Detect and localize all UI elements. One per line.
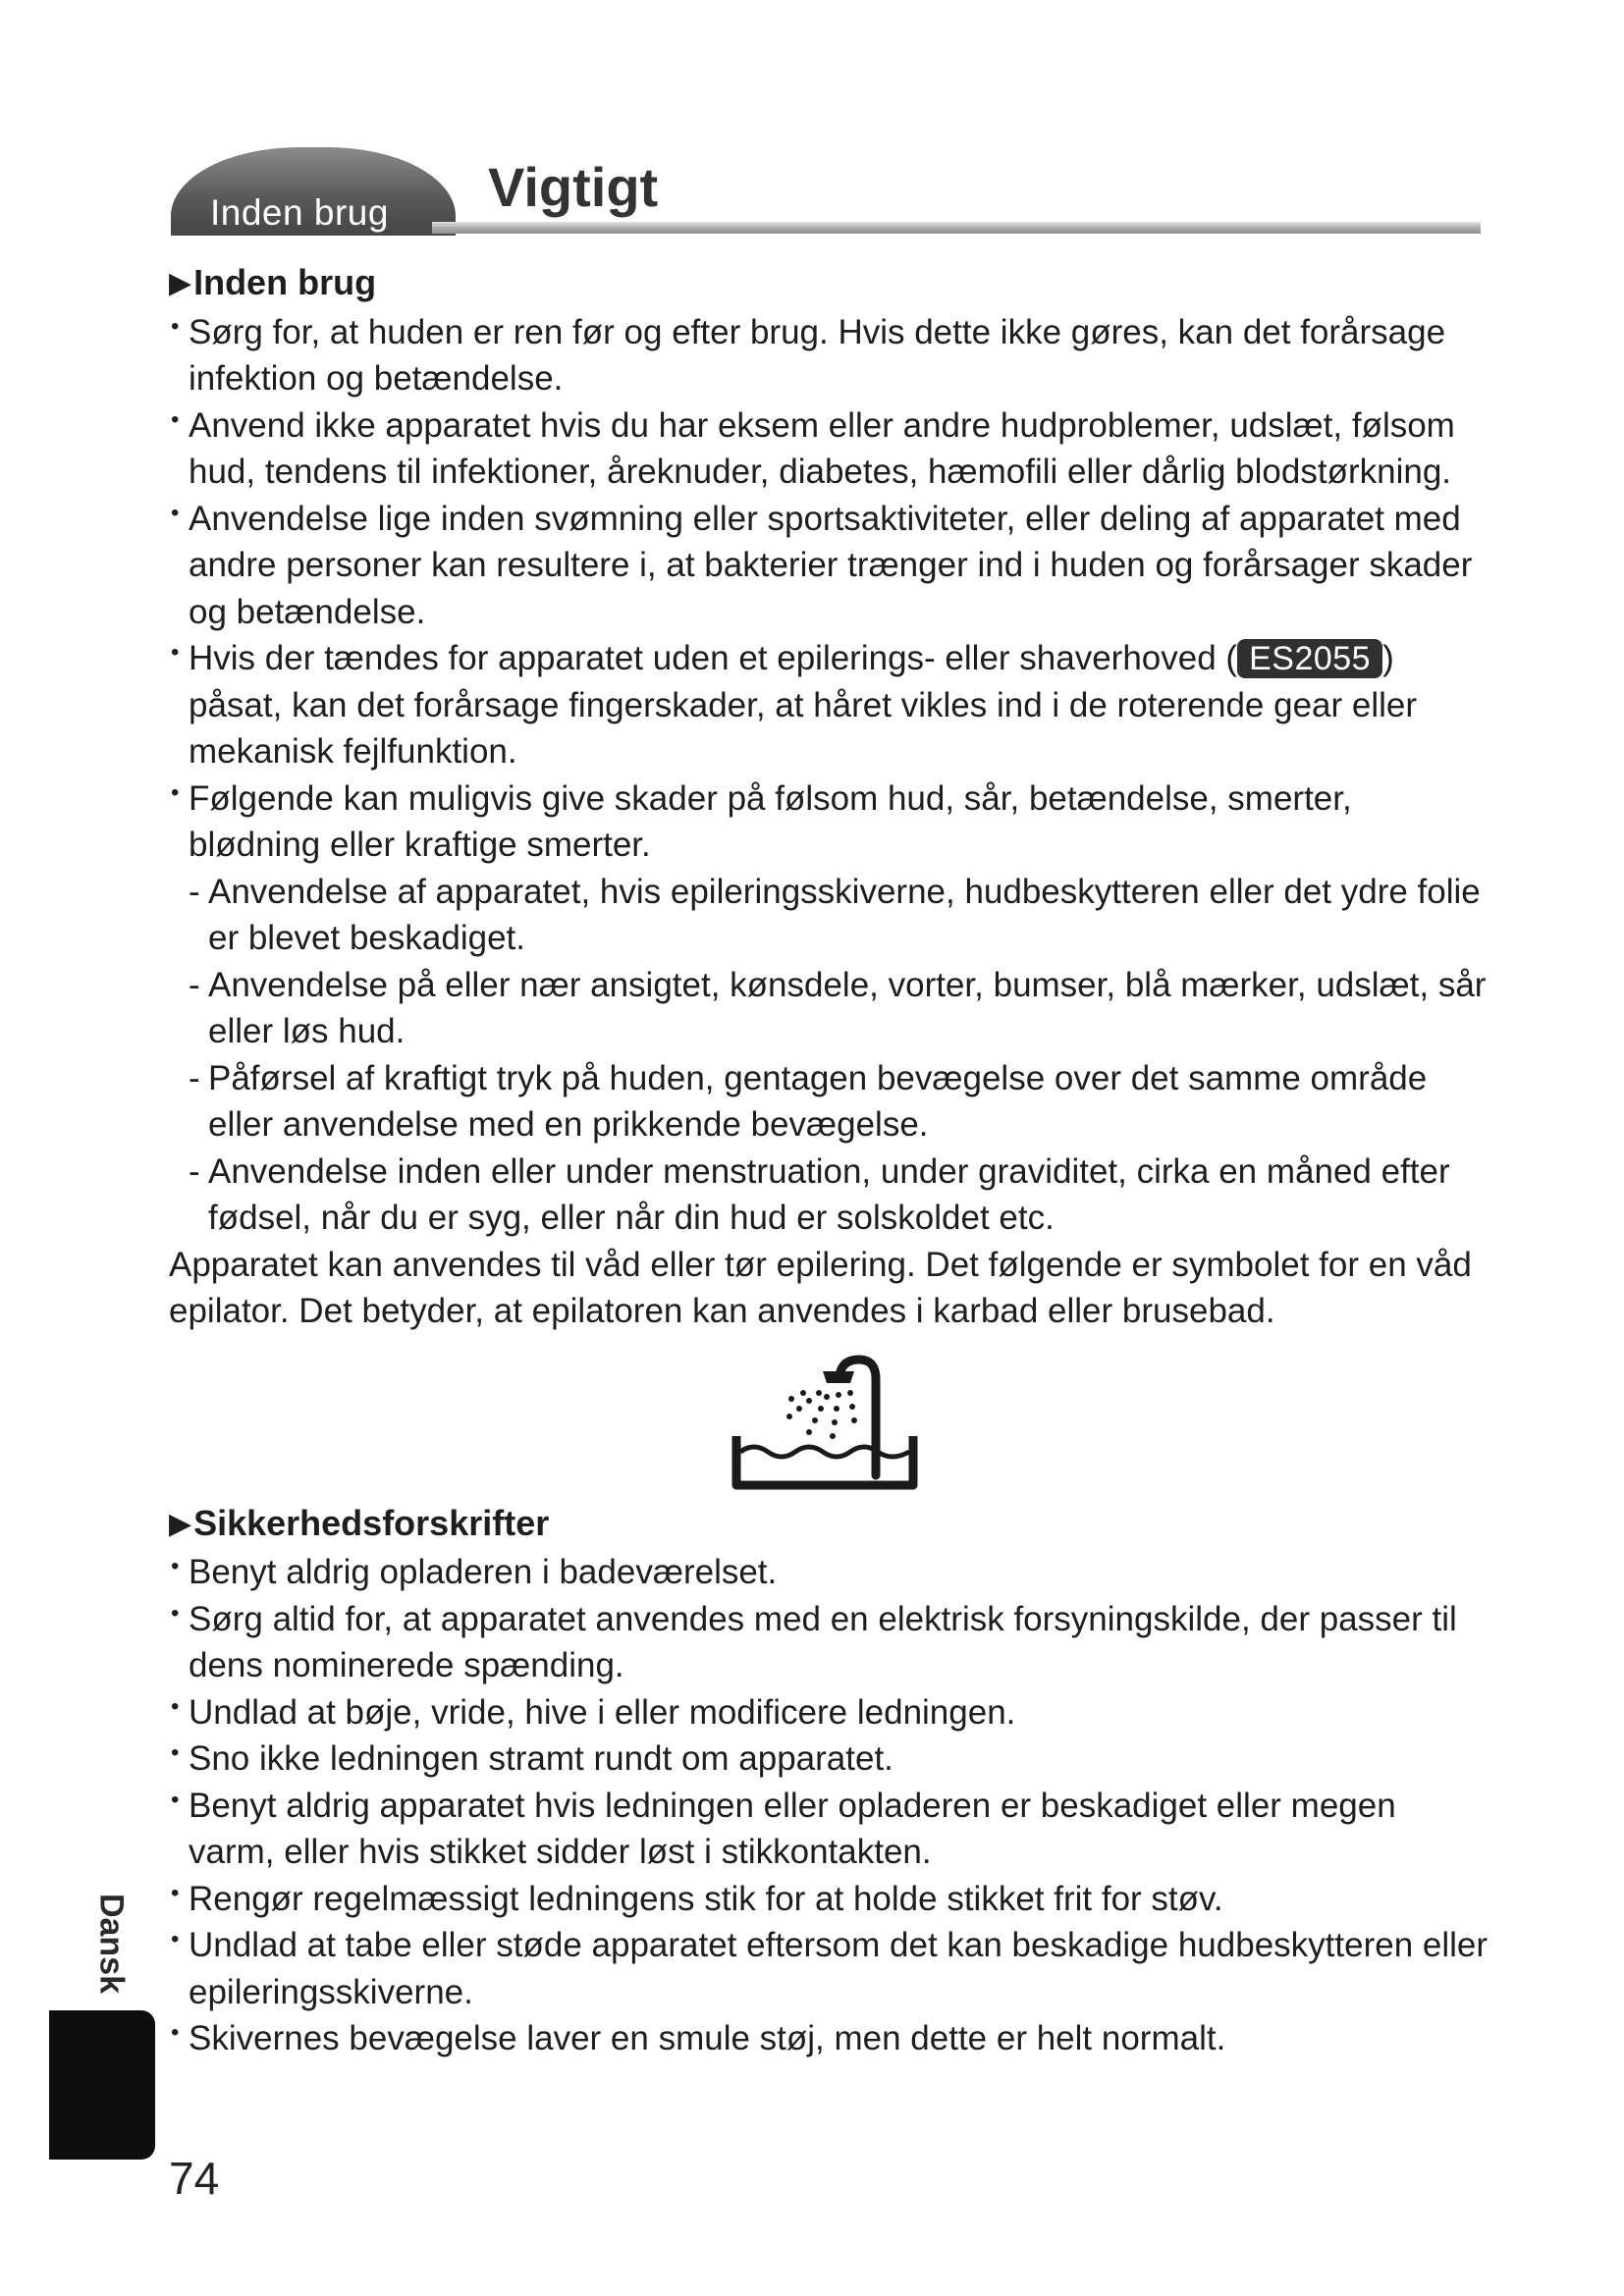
list-item <box>169 2015 1490 2062</box>
sub-list-item <box>169 1055 1490 1148</box>
section-heading-sikkerhedsforskrifter <box>169 1500 1490 1550</box>
sub-list-item-text: Anvendelse inden eller under menstruation, under graviditet, cirka en måned efter fødsel, når du er syg, eller når din hud er solskoldet etc. <box>208 1151 1450 1237</box>
list-item-text: Hvis der tændes for apparatet uden et epilerings- eller shaverhoved ( <box>189 639 1238 677</box>
page-content <box>169 259 1490 2062</box>
bullet-dot-icon: • <box>171 499 180 526</box>
bullet-dot-icon: • <box>171 312 180 340</box>
list-item <box>169 402 1490 496</box>
bullet-dot-icon: • <box>171 639 180 666</box>
bullet-dot-icon: • <box>171 1879 180 1906</box>
right-triangle-icon: ▶ <box>169 267 192 299</box>
list-item <box>169 1549 1490 1596</box>
list-item-text: Undlad at tabe eller støde apparatet eftersom det kan beskadige hudbeskytteren eller epileringsskiverne. <box>189 1926 1489 2011</box>
list-item-text: Rengør regelmæssigt ledningens stik for at holde stikket frit for støv. <box>189 1879 1223 1918</box>
dash-marker: - <box>189 1151 200 1191</box>
list-item <box>169 1735 1490 1783</box>
right-triangle-icon: ▶ <box>169 1507 192 1540</box>
header-tab-label: Inden brug <box>210 192 389 233</box>
section-heading-inden-brug <box>169 259 1490 309</box>
header-rule <box>432 222 1481 234</box>
bullet-dot-icon: • <box>171 1692 180 1720</box>
bullet-dot-icon: • <box>171 778 180 806</box>
list-item <box>169 1876 1490 1923</box>
list-item-text: Benyt aldrig apparatet hvis ledningen eller opladeren er beskadiget eller megen varm, eller hvis stikket sidder løst i stikkontakten. <box>189 1786 1396 1871</box>
sub-list-item-text: Anvendelse på eller nær ansigtet, kønsdele, vorter, bumser, blå mærker, udslæt, sår eller løs hud. <box>208 965 1487 1050</box>
list-item <box>169 1689 1490 1736</box>
section-heading-text: Inden brug <box>193 262 377 302</box>
list-item <box>169 1596 1490 1689</box>
list-item-text: Skivernes bevægelse laver en smule støj, men dette er helt normalt. <box>189 2019 1226 2057</box>
language-label <box>81 1885 140 2002</box>
bullet-dot-icon: • <box>171 1786 180 1813</box>
list-item-text: Anvendelse lige inden svømning eller sportsaktiviteter, eller deling af apparatet med andre personer kan resultere i, at bakterier trænger ind i huden og forårsager skader og betændelse. <box>189 499 1473 631</box>
bullet-dot-icon: • <box>171 1739 180 1766</box>
model-badge: ES2055 <box>1237 639 1382 678</box>
sub-list-item <box>169 962 1490 1055</box>
list-item-text: Følgende kan muligvis give skader på følsom hud, sår, betændelse, smerter, blødning eller kraftige smerter. <box>189 778 1352 864</box>
bullet-dot-icon: • <box>171 405 180 433</box>
dash-marker: - <box>189 1058 200 1097</box>
sub-list-item <box>169 869 1490 962</box>
sub-list-item <box>169 1148 1490 1242</box>
page-number: 74 <box>169 2153 220 2204</box>
list-item <box>169 635 1490 775</box>
wet-use-paragraph: Apparatet kan anvendes til våd eller tør epilering. Det følgende er symbolet for en våd epilator. Det betyder, at epilatoren kan anvendes i karbad eller brusebad. <box>169 1245 1472 1330</box>
list-item-text: Sørg for, at huden er ren før og efter brug. Hvis dette ikke gøres, kan det forårsage infektion og betændelse. <box>189 312 1446 398</box>
dash-marker: - <box>189 965 200 1004</box>
shower-bath-icon <box>729 1350 925 1492</box>
page-title: Vigtigt <box>488 156 659 218</box>
list-item-text: ) påsat, kan det forårsage fingerskader, at håret vikles ind i de roterende gear eller mekanisk fejlfunktion. <box>189 639 1418 771</box>
language-label-text: Dansk <box>92 1893 131 1995</box>
bullet-dot-icon: • <box>171 1553 180 1579</box>
list-item <box>169 1783 1490 1876</box>
list-item <box>169 309 1490 402</box>
section-heading-text: Sikkerhedsforskrifter <box>193 1502 550 1543</box>
list-item <box>169 1922 1490 2015</box>
dash-marker: - <box>189 872 200 911</box>
list-item-text: Benyt aldrig opladeren i badeværelset. <box>189 1553 778 1591</box>
symbol-area <box>169 1335 1490 1500</box>
list-item-text: Sørg altid for, at apparatet anvendes med en elektrisk forsyningskilde, der passer til dens nominerede spænding. <box>189 1599 1457 1684</box>
list-item-text: Anvend ikke apparatet hvis du har eksem eller andre hudproblemer, udslæt, følsom hud, tendens til infektioner, åreknuder, diabetes, hæmofili eller dårlig blodstørkning. <box>189 405 1455 491</box>
bullet-dot-icon: • <box>171 1926 180 1952</box>
list-item-text: Undlad at bøje, vride, hive i eller modificere ledningen. <box>189 1692 1016 1732</box>
bullet-dot-icon: • <box>171 2019 180 2046</box>
sub-list-item-text: Påførsel af kraftigt tryk på huden, gentagen bevægelse over det samme område eller anvendelse med en prikkende bevægelse. <box>208 1058 1428 1144</box>
list-item <box>169 496 1490 636</box>
language-tab-marker <box>49 2010 155 2160</box>
sub-list-item-text: Anvendelse af apparatet, hvis epileringsskiverne, hudbeskytteren eller det ydre folie er blevet beskadiget. <box>208 872 1481 957</box>
bullet-dot-icon: • <box>171 1599 180 1627</box>
list-item <box>169 775 1490 869</box>
list-item-text: Sno ikke ledningen stramt rundt om apparatet. <box>189 1739 893 1778</box>
